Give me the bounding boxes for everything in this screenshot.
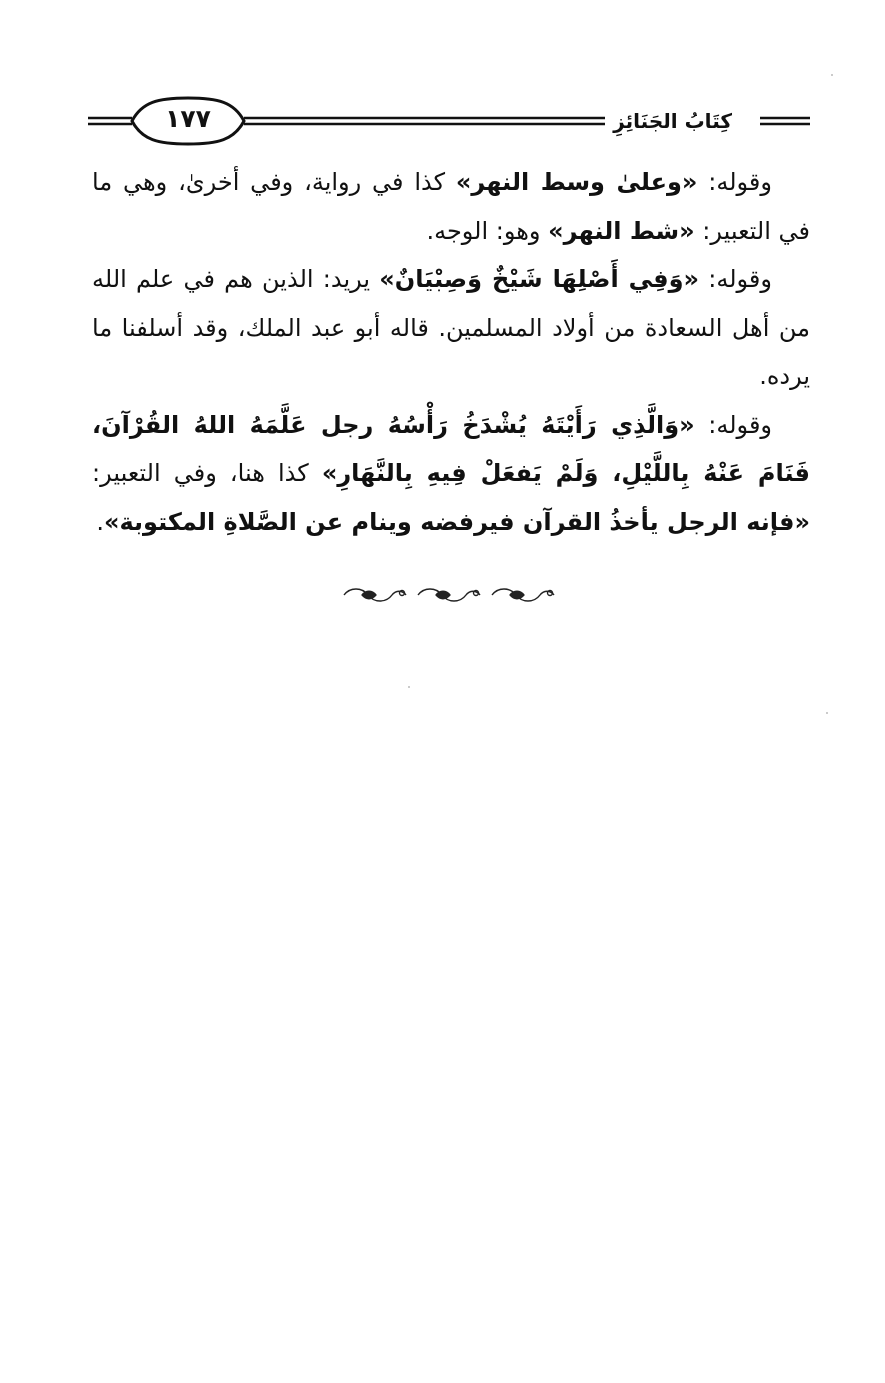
scan-speck [831,74,833,76]
scan-speck [826,712,828,714]
quotation: «فإنه الرجل يأخذُ القرآن فيرفضه وينام عن الصَّلاةِ المكتوبة» [103,507,810,536]
paragraph-intro: وقوله: [697,168,772,196]
paragraph-text: كذا هنا، وفي التعبير: [92,459,322,487]
scan-speck [408,686,410,688]
quotation: «وَالَّذِي رَأَيْتَهُ يُشْدَخُ رَأْسُهُ رجل عَلَّمَهُ اللهُ القُرْآنَ، فَنَامَ عَنْهُ بِاللَّيْلِ، وَلَمْ يَفعَلْ فِيهِ بِالنَّهَارِ» [92,410,810,487]
paragraph-2 [92,255,810,401]
paragraph-text: وهو: الوجه. [426,216,549,245]
quotation: «وعلىٰ وسط النهر» [455,168,698,196]
running-title: كِتَابُ الجَنَائِزِ [605,104,740,138]
quotation: «شط النهر» [548,216,695,245]
paragraph-intro: وقوله: [694,410,773,439]
paragraph-text: يريد: الذين هم في علم الله من أهل السعادة من أولاد المسلمين. قاله أبو عبد الملك، وقد أسلفنا ما يرده. [92,265,810,390]
paragraph-3 [92,401,810,547]
page-header [88,92,810,148]
main-text [92,158,810,546]
paragraph-text: كذا في رواية، وفي أخرىٰ، وهي ما في التعبير: [92,168,810,245]
page-number: ١٧٧ [165,104,211,133]
paragraph-intro: وقوله: [699,265,772,293]
paragraph-text: . [96,507,104,536]
quotation: «وَفِي أَصْلِهَا شَيْخٌ وَصِبْيَانٌ» [379,265,700,293]
paragraph-1 [92,158,810,255]
floral-divider-icon [340,584,560,606]
